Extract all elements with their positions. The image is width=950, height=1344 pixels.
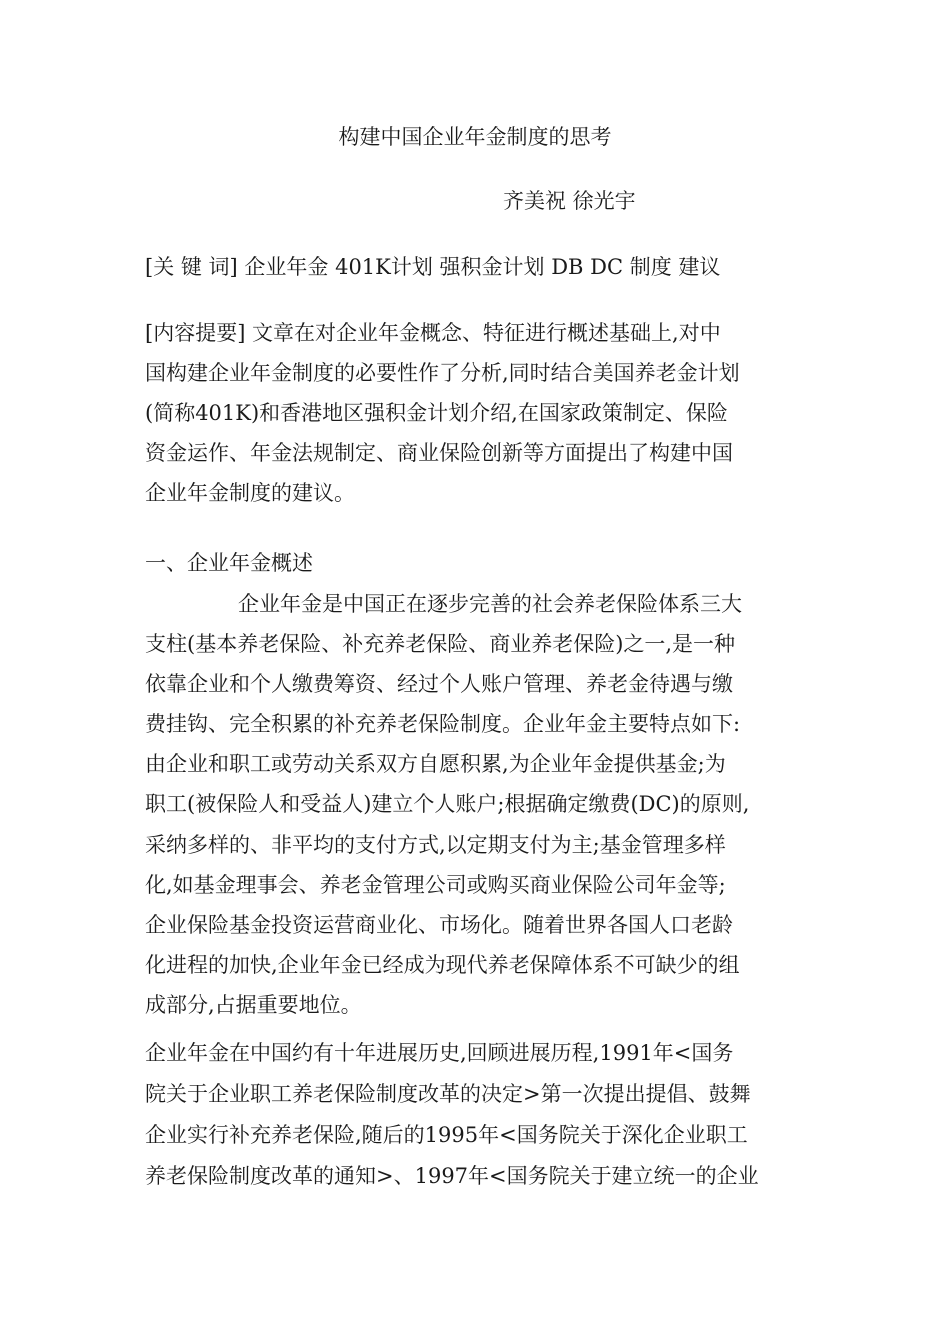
document-title: 构建中国企业年金制度的思考 (338, 125, 612, 149)
paragraph-line: 依靠企业和个人缴费筹资、经过个人账户管理、养老金待遇与缴 (145, 672, 733, 696)
paragraph-line: 费挂钩、完全积累的补充养老保险制度。企业年金主要特点如下: (145, 712, 741, 736)
paragraph-line: 企业年金在中国约有十年进展历史,回顾进展历程,1991年<国务 (145, 1041, 734, 1065)
abstract-line: 企业年金制度的建议。 (145, 481, 355, 505)
paragraph-line: 成部分,占据重要地位。 (145, 993, 362, 1017)
paragraph-line: 职工(被保险人和受益人)建立个人账户;根据确定缴费(DC)的原则, (145, 792, 750, 816)
paragraph-line: 养老保险制度改革的通知>、1997年<国务院关于建立统一的企业 (145, 1164, 759, 1188)
abstract-line: 资金运作、年金法规制定、商业保险创新等方面提出了构建中国 (145, 441, 733, 465)
author-names: 齐美祝 徐光宇 (503, 189, 636, 213)
paragraph-line: 由企业和职工或劳动关系双方自愿积累,为企业年金提供基金;为 (145, 752, 726, 776)
paragraph-line: 支柱(基本养老保险、补充养老保险、商业养老保险)之一,是一种 (145, 632, 736, 656)
paragraph-line: 化进程的加快,企业年金已经成为现代养老保障体系不可缺少的组 (145, 953, 740, 977)
abstract-line: [内容提要] 文章在对企业年金概念、特征进行概述基础上,对中 (145, 321, 721, 345)
paragraph-line: 企业年金是中国正在逐步完善的社会养老保险体系三大 (238, 592, 742, 616)
paragraph-line: 化,如基金理事会、养老金管理公司或购买商业保险公司年金等; (145, 873, 726, 897)
paragraph-line: 院关于企业职工养老保险制度改革的决定>第一次提出提倡、鼓舞 (145, 1082, 751, 1106)
abstract-line: 国构建企业年金制度的必要性作了分析,同时结合美国养老金计划 (145, 361, 740, 385)
abstract-line: (简称401K)和香港地区强积金计划介绍,在国家政策制定、保险 (145, 401, 728, 425)
keywords-line: [关 键 词] 企业年金 401K计划 强积金计划 DB DC 制度 建议 (145, 255, 721, 279)
paragraph-line: 采纳多样的、非平均的支付方式,以定期支付为主;基金管理多样 (145, 833, 726, 857)
paragraph-line: 企业实行补充养老保险,随后的1995年<国务院关于深化企业职工 (145, 1123, 748, 1147)
section-heading: 一、企业年金概述 (145, 551, 313, 575)
paragraph-line: 企业保险基金投资运营商业化、市场化。随着世界各国人口老龄 (145, 913, 733, 937)
